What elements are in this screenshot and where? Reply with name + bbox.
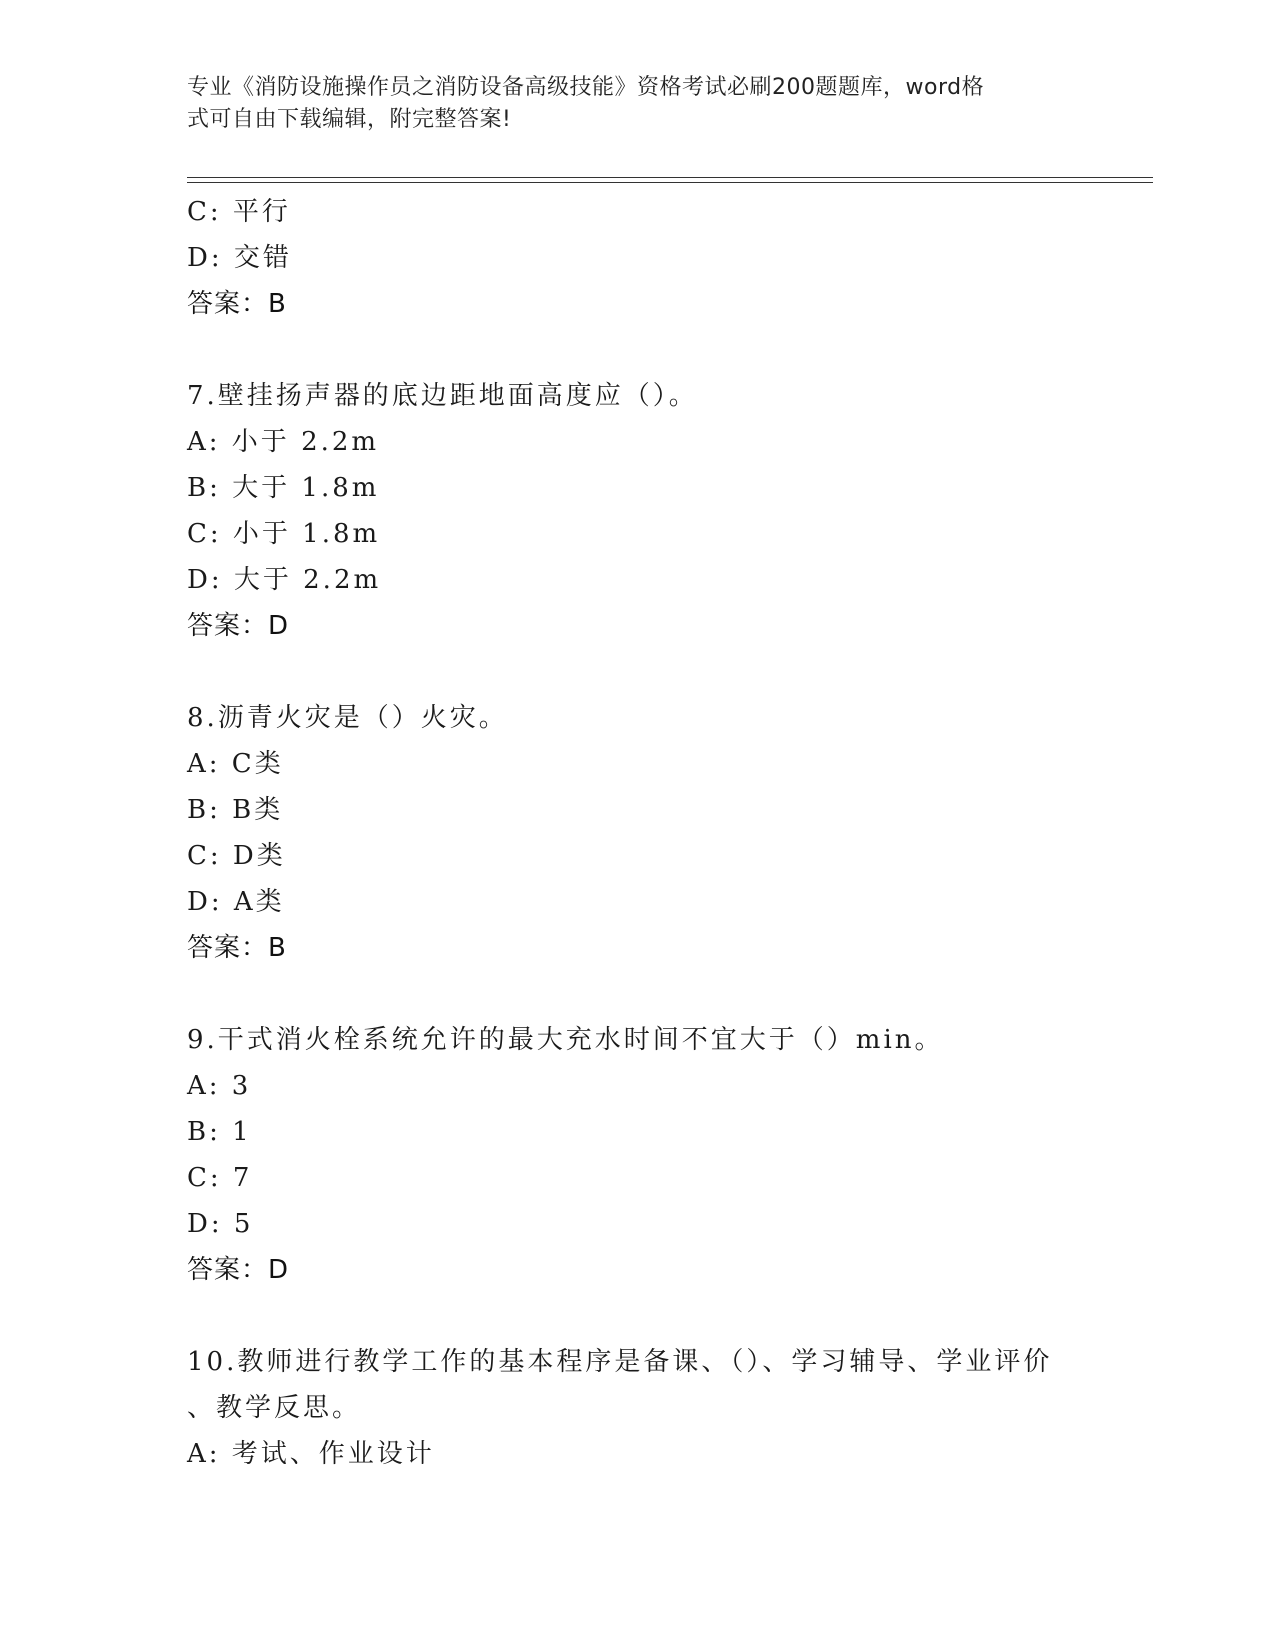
spacer	[187, 971, 1087, 1017]
question-text: 9.干式消火栓系统允许的最大充水时间不宜大于（）min。	[187, 1025, 944, 1055]
spacer	[187, 649, 1087, 695]
document-header	[187, 72, 1067, 136]
answer-label: 答案：B	[187, 933, 287, 963]
question-text-line-2: 、教学反思。	[187, 1393, 362, 1423]
spacer	[187, 1293, 1087, 1339]
header-divider-bottom	[187, 182, 1153, 183]
question-text-line-1: 10.教师进行教学工作的基本程序是备课、（）、学习辅导、学业评价	[187, 1347, 1053, 1377]
question-text: 7.壁挂扬声器的底边距地面高度应（）。	[187, 381, 698, 411]
option-d: D: 5	[187, 1209, 254, 1239]
option-a: A: C类	[187, 749, 284, 779]
option-c: C: 小于 1.8m	[187, 519, 381, 549]
question-10-block	[187, 1339, 1087, 1477]
header-line-1: 专业《消防设施操作员之消防设备高级技能》资格考试必刷200题题库，word格	[187, 75, 985, 100]
header-line-2: 式可自由下载编辑，附完整答案!	[187, 107, 512, 132]
question-7-block	[187, 373, 1087, 649]
option-a: A: 小于 2.2m	[187, 427, 380, 457]
option-b: B: B类	[187, 795, 284, 825]
option-c: C: 平行	[187, 197, 291, 227]
option-a: A: 3	[187, 1071, 252, 1101]
option-b: B: 1	[187, 1117, 252, 1147]
question-list	[187, 189, 1087, 1477]
option-c: C: D类	[187, 841, 286, 871]
option-b: B: 大于 1.8m	[187, 473, 380, 503]
question-text: 8.沥青火灾是（）火灾。	[187, 703, 508, 733]
answer-label: 答案：B	[187, 289, 287, 319]
option-d: D: A类	[187, 887, 285, 917]
question-6-block	[187, 189, 1087, 327]
question-8-block	[187, 695, 1087, 971]
question-text	[187, 1339, 1087, 1431]
spacer	[187, 327, 1087, 373]
option-d: D: 大于 2.2m	[187, 565, 382, 595]
option-c: C: 7	[187, 1163, 253, 1193]
header-divider-top	[187, 177, 1153, 178]
answer-label: 答案：D	[187, 1255, 290, 1285]
answer-label: 答案：D	[187, 611, 290, 641]
option-a: A: 考试、作业设计	[187, 1439, 435, 1469]
question-9-block	[187, 1017, 1087, 1293]
option-d: D: 交错	[187, 243, 292, 273]
